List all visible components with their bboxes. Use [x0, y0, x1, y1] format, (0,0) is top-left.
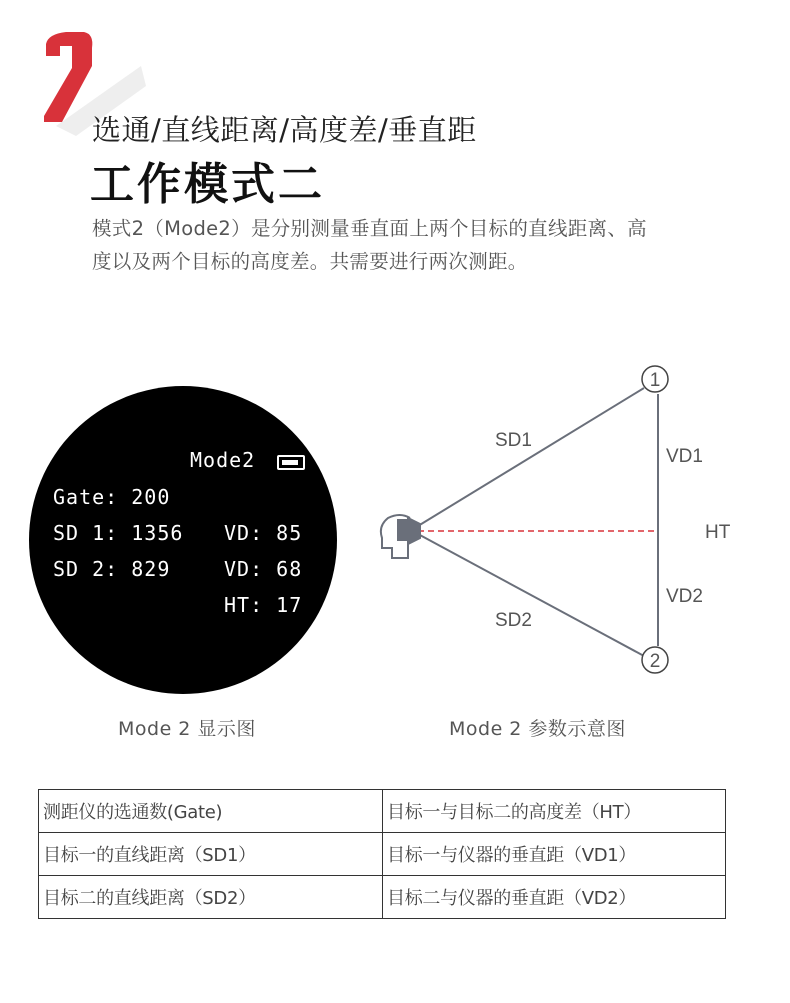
sd2-label: SD2 [495, 610, 532, 631]
section-subtitle: 选通/直线距离/高度差/垂直距 [92, 113, 477, 147]
display-vd1-line: VD: 85 [224, 521, 303, 545]
sd2-line [418, 534, 644, 656]
sd1-label: SD1 [495, 430, 532, 451]
display-gate-line: Gate: 200 [53, 485, 171, 509]
table-cell: 目标一与目标二的高度差（HT） [383, 790, 726, 833]
vd2-label: VD2 [666, 586, 703, 607]
sd1-line [418, 388, 644, 526]
table-cell: 目标一与仪器的垂直距（VD1） [383, 833, 726, 876]
table-cell: 目标二的直线距离（SD2） [39, 876, 383, 919]
observer-head-icon [381, 515, 420, 558]
table-cell: 目标二与仪器的垂直距（VD2） [383, 876, 726, 919]
parameter-diagram [370, 360, 780, 690]
table-row [39, 876, 726, 919]
mode-description: 模式2（Mode2）是分别测量垂直面上两个目标的直线距离、高度以及两个目标的高度差。共需要进行两次测距。 [92, 217, 647, 273]
display-ht-line: HT: 17 [224, 593, 303, 617]
legend-table [38, 789, 726, 919]
table-cell: 测距仪的选通数(Gate) [39, 790, 383, 833]
vd1-label: VD1 [666, 446, 703, 467]
table-cell: 目标一的直线距离（SD1） [39, 833, 383, 876]
target-1-label: 1 [649, 370, 661, 391]
battery-icon [277, 455, 305, 470]
display-mode-label: Mode2 [190, 448, 256, 472]
page-title: 工作模式二 [90, 159, 325, 210]
target-2-label: 2 [649, 651, 661, 672]
display-sd1-line: SD 1: 1356 [53, 521, 184, 545]
ht-label: HT [705, 522, 731, 543]
table-row [39, 790, 726, 833]
table-row [39, 833, 726, 876]
diagram-caption: Mode 2 参数示意图 [449, 718, 626, 740]
display-sd2-line: SD 2: 829 [53, 557, 171, 581]
display-caption: Mode 2 显示图 [118, 718, 256, 740]
display-vd2-line: VD: 68 [224, 557, 303, 581]
